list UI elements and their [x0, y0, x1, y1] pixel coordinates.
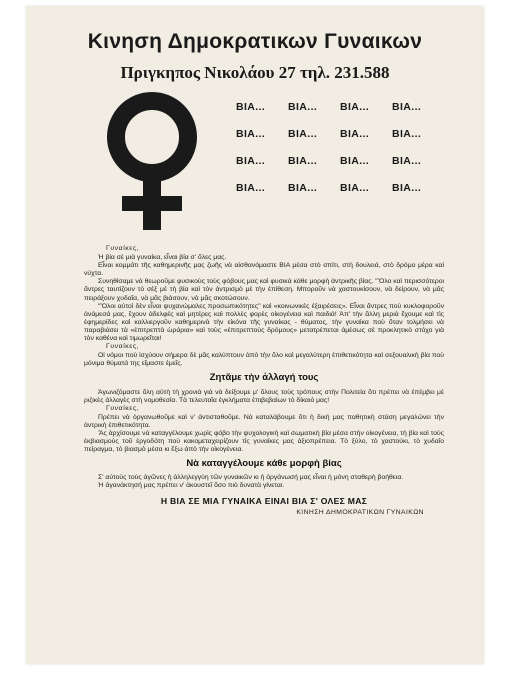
bia-word: ΒΙΑ...: [340, 101, 370, 113]
bia-word: ΒΙΑ...: [392, 128, 422, 140]
address-women: Γυναίκες,: [106, 404, 140, 412]
bia-word: ΒΙΑ...: [392, 101, 422, 113]
bia-word: ΒΙΑ...: [288, 101, 318, 113]
paragraph: "Ὅλοι αὐτοὶ δὲν εἶναι ψυχανώμαλες προσωπικότητες" καὶ «κοινωνικὲς ἐξαιρέσεις». Εἶναι ἄντρες ποὺ κυκλοφοροῦν ἀνάμεσά μας, ἔχουν ἀδελφές καὶ μητέρες καὶ πολλὲς φορὲς οἰκογένεια καὶ παιδιά! Ἀπ' τὴν ἄλλη μεριὰ ἔχουμε καὶ τὶς ἐφημερίδες καὶ καλλιεργοῦν καθημερινὰ τὴν εἰκόνα τῆς γυναίκας - θύματος, τὴν γυναίκα ποὺ ὅταν τολμήσει νὰ παραβιάσει τὰ «ἐπιτρεπτὰ ὡράρια» καὶ τοὺς «ἐπιτρεπτοὺς δρόμους» μετατρέπεται ἀμέσως σὲ προκλητικὸ στόχο γιὰ τὸν καθένα καὶ τιμωρεῖται!: [84, 302, 444, 343]
bia-word: ΒΙΑ...: [340, 128, 370, 140]
bia-word: ΒΙΑ...: [288, 155, 318, 167]
paragraph: Ἂς ἀρχίσουμε νὰ καταγγέλουμε χωρὶς φόβο τὴν ψυχολογικὴ καὶ σωματικὴ βία μέσα στὴν οἰκογένεια, τὴ βία καὶ τοὺς ἐκβιασμοὺς τοῦ ἐργοδότη ποὺ κακομεταχειρίζουν τὶς γυναίκες μας ἀξιοπρέπεια. Τὸ ξύλο, τὸ χαστούκι, τὸ χυδαῖο πείραγμα, τὸ βιασμὸ μέσα κι ἔξω ἀπὸ τὴν οἰκογένεια.: [84, 429, 444, 454]
paragraph: Συνηθίσαμε νὰ θεωροῦμε φυσικοὺς τοὺς φόβους μας καὶ φυσικὰ κάθε μορφὴ ἀντρικῆς βίας. "Ὅλο καὶ περισσότεροι ἄντρες ταυτίζουν τὸ σὲξ μὲ τὴ βία καὶ τὸν ἀντρισμὸ μὲ τὴν ἐπίθεση. Μποροῦν νὰ χαστουκίσουν, νὰ δείρουν, νὰ μᾶς πειράξουν χυδαῖα, νὰ μᾶς βιάσουν, νὰ μᾶς σκοτώσουν.: [84, 278, 444, 302]
paragraph: Ἡ ἀγανάκτησή μας πρέπει ν' ἀκουστεῖ ὅσο πιὸ δυνατὰ γίνεται.: [98, 482, 285, 490]
organization-title: Κινηση Δημοκρατικων Γυναικων: [87, 30, 423, 53]
bia-word: ΒΙΑ...: [236, 182, 266, 194]
address-women: Γυναίκες,: [106, 343, 140, 351]
leaflet-body: [84, 245, 444, 517]
bia-grid: [236, 101, 456, 194]
address-women: Γυναίκες,: [106, 245, 140, 252]
bia-word: ΒΙΑ...: [236, 101, 266, 113]
paragraph: Ἀγωνιζόμαστε ὅλη αὐτὴ τὴ χρονιὰ γιὰ νὰ δείξουμε μ' ὅλους τοὺς τρόπους στὴν Πολιτεία ὅτι πρέπει νὰ ἐπέμβει μὲ ριζικὲς ἀλλαγὲς στὴ νομοθεσία. Τὰ τελευταῖα ἐγκλήματα ἐπιβεβαίων τὸ δίκαιό μας!: [84, 388, 444, 404]
bia-word: ΒΙΑ...: [340, 155, 370, 167]
closing-slogan: Η ΒΙΑ ΣΕ ΜΙΑ ΓΥΝΑΙΚΑ ΕΙΝΑΙ ΒΙΑ Σ' ΟΛΕΣ ΜΑΣ: [160, 495, 368, 506]
paragraph: Σ' αὐτοὺς τοὺς ἀγῶνες ἡ ἀλληλεγγύη τῶν γυναικῶν κι ἡ ὀργάνωσή μας εἶναι ἡ μόνη σταθερὴ βοήθεια.: [98, 474, 404, 482]
section-heading: Ζητᾶμε τὴν ἀλλαγή τους: [209, 372, 319, 384]
paragraph: Ἡ βία σὲ μιὰ γυναίκα, εἶναι βία σ' ὅλες μας.: [98, 254, 227, 262]
paragraph: Εἶναι κομμάτι τῆς καθημερινῆς μας ζωῆς νὰ αἰσθανόμαστε ΒΙΑ μέσα στὸ σπίτι, στὴ δουλειά, στὸ δρόμο μέρα καὶ νύχτα.: [84, 262, 444, 278]
bia-word: ΒΙΑ...: [392, 182, 422, 194]
venus-symbol-icon: [96, 92, 208, 230]
paragraph: Οἱ νόμοι ποὺ ἰσχύουν σήμερα δὲ μᾶς καλύπτουν ἀπὸ τὴν ὅλο καὶ μεγαλύτερη ἐπιθετικότητα καὶ σεξουαλικὴ βία ποὺ μόνιμα θύματά της εἴμαστε ἐμεῖς.: [84, 352, 444, 368]
organization-address: Πριγκηπος Νικολάου 27 τηλ. 231.588: [120, 63, 390, 82]
bia-word: ΒΙΑ...: [288, 182, 318, 194]
bia-word: ΒΙΑ...: [340, 182, 370, 194]
bia-word: ΒΙΑ...: [288, 128, 318, 140]
bia-word: ΒΙΑ...: [236, 128, 266, 140]
paragraph: Πρέπει νὰ ὀργανωθοῦμε καὶ ν' ἀντισταθοῦμε. Νὰ καταλάβουμε ὅτι ἡ δική μας παθητικὴ στάση μεγαλώνει τὴν ἀντρικὴ ἐπιθετικότητα.: [84, 413, 444, 429]
leaflet-sheet: [26, 6, 484, 664]
bia-word: ΒΙΑ...: [392, 155, 422, 167]
signature: ΚΙΝΗΣΗ ΔΗΜΟΚΡΑΤΙΚΩΝ ΓΥΝΑΙΚΩΝ: [296, 508, 424, 516]
bia-word: ΒΙΑ...: [236, 155, 266, 167]
section-heading: Νὰ καταγγέλουμε κάθε μορφὴ βίας: [186, 458, 342, 470]
